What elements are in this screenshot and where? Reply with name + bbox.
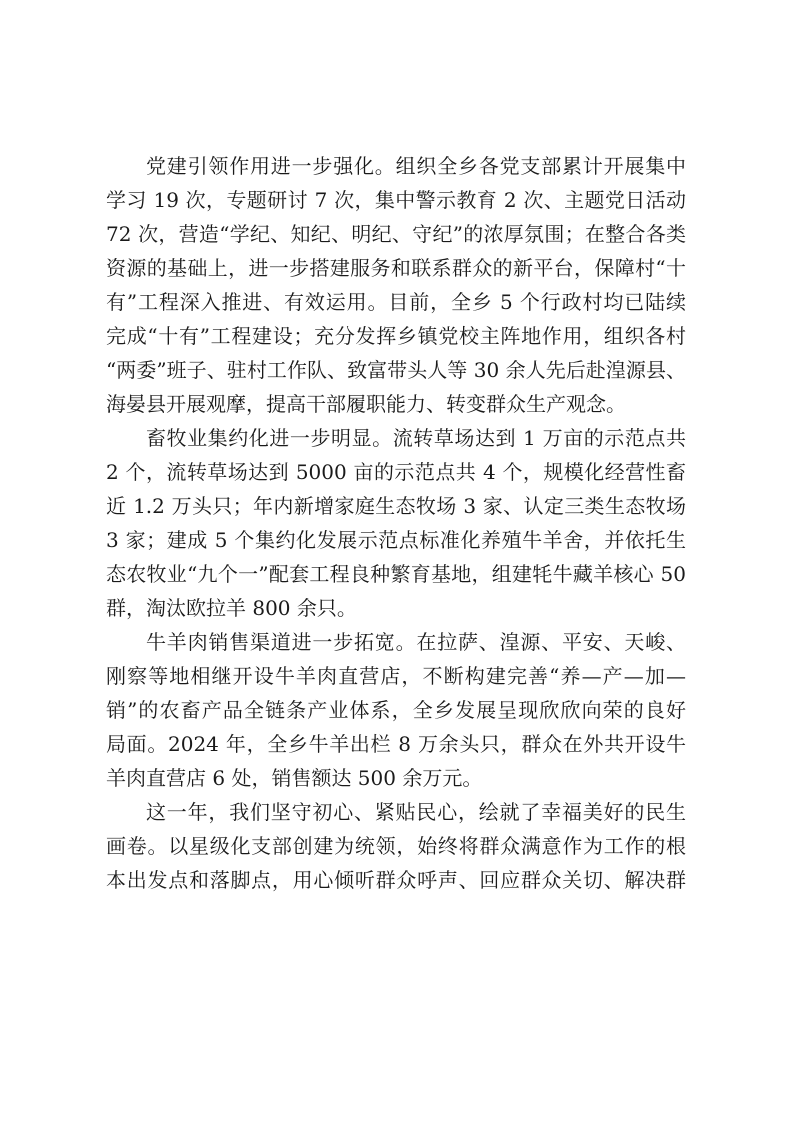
text-line: 海晏县开展观摩，提高干部履职能力、转变群众生产观念。 bbox=[106, 392, 626, 416]
text-line: 72 次，营造“学纪、知纪、明纪、守纪”的浓厚氛围；在整合各类 bbox=[106, 222, 686, 246]
text-line: 3 家；建成 5 个集约化发展示范点标准化养殖牛羊舍，并依托生 bbox=[106, 528, 686, 552]
text-line: 完成“十有”工程建设；充分发挥乡镇党校主阵地作用，组织各村 bbox=[106, 324, 686, 348]
text-line: 畜牧业集约化进一步明显。流转草场达到 1 万亩的示范点共 bbox=[146, 426, 686, 450]
text-line: “两委”班子、驻村工作队、致富带头人等 30 余人先后赴湟源县、 bbox=[106, 358, 686, 382]
text-line: 态农牧业“九个一”配套工程良种繁育基地，组建牦牛藏羊核心 50 bbox=[106, 562, 686, 586]
text-line: 羊肉直营店 6 处，销售额达 500 余万元。 bbox=[106, 766, 483, 790]
text-line: 有”工程深入推进、有效运用。目前，全乡 5 个行政村均已陆续 bbox=[106, 290, 686, 314]
text-line: 学习 19 次，专题研讨 7 次，集中警示教育 2 次、主题党日活动 bbox=[106, 188, 686, 212]
text-line: 本出发点和落脚点，用心倾听群众呼声、回应群众关切、解决群 bbox=[106, 868, 686, 892]
text-line: 销”的农畜产品全链条产业体系，全乡发展呈现欣欣向荣的良好 bbox=[106, 698, 686, 722]
text-line: 牛羊肉销售渠道进一步拓宽。在拉萨、湟源、平安、天峻、 bbox=[146, 630, 686, 654]
text-line: 画卷。以星级化支部创建为统领，始终将群众满意作为工作的根 bbox=[106, 834, 686, 858]
text-line: 近 1.2 万头只；年内新增家庭生态牧场 3 家、认定三类生态牧场 bbox=[106, 494, 686, 518]
text-line: 刚察等地相继开设牛羊肉直营店，不断构建完善“养—产—加— bbox=[106, 664, 686, 688]
text-line: 2 个，流转草场达到 5000 亩的示范点共 4 个，规模化经营性畜 bbox=[106, 460, 686, 484]
text-line: 局面。2024 年，全乡牛羊出栏 8 万余头只，群众在外共开设牛 bbox=[106, 732, 686, 756]
text-line: 这一年，我们坚守初心、紧贴民心，绘就了幸福美好的民生 bbox=[146, 800, 686, 824]
text-line: 群，淘汰欧拉羊 800 余只。 bbox=[106, 596, 357, 620]
text-line: 资源的基础上，进一步搭建服务和联系群众的新平台，保障村“十 bbox=[106, 256, 686, 280]
text-line: 党建引领作用进一步强化。组织全乡各党支部累计开展集中 bbox=[146, 154, 686, 178]
